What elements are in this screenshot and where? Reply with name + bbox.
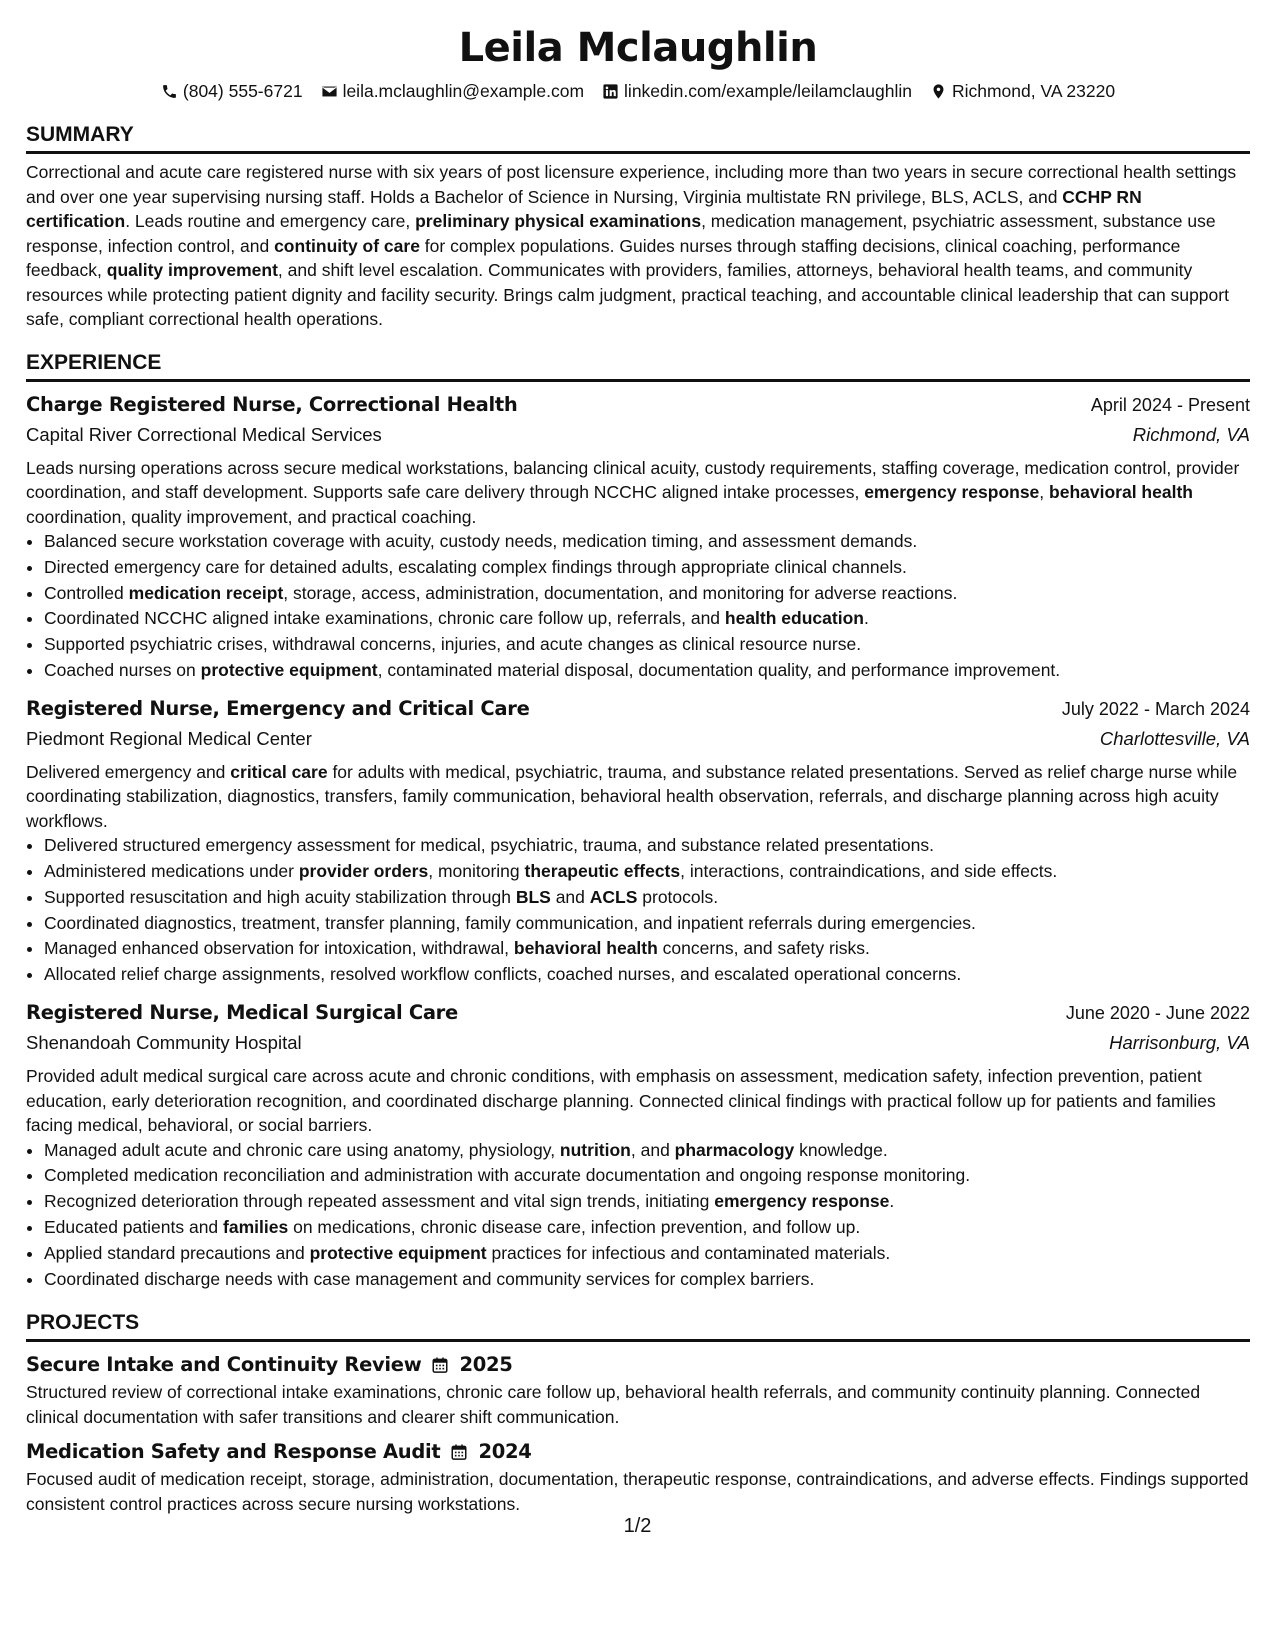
project-title: Secure Intake and Continuity Review xyxy=(26,1353,422,1377)
projects-section xyxy=(26,1310,1250,1516)
text-run: Controlled xyxy=(44,582,129,603)
text-run: Correctional and acute care registered nurse with six years of post licensure experience, including more than two years in secure correctional health settings and over one year supervising nursing staff. Holds a Bachelor of Science in Nursing, Virginia multistate RN privilege, BLS, ACLS, and xyxy=(26,162,1237,207)
text-run: Directed emergency care for detained adults, escalating complex findings through appropriate clinical channels. xyxy=(44,556,907,577)
bold-keyword: ACLS xyxy=(589,886,638,907)
text-run: Provided adult medical surgical care across acute and chronic conditions, with emphasis on assessment, medication safety, infection prevention, patient education, early deterioration recognition, and coordinated discharge planning. Connected clinical findings with practical follow up for patients and families facing medical, behavioral, or social barriers. xyxy=(26,1066,1216,1136)
text-run: Leads nursing operations across secure medical workstations, balancing clinical acuity, custody requirements, staffing coverage, medication control, provider coordination, and staff development. Supports safe care delivery through NCCHC aligned intake processes, xyxy=(26,457,1240,502)
job-description xyxy=(26,456,1250,530)
text-run: , monitoring xyxy=(428,861,525,882)
project-year: 2025 xyxy=(459,1353,513,1377)
bold-keyword: quality improvement xyxy=(106,260,278,280)
text-run: , and xyxy=(630,1139,675,1160)
job-description xyxy=(26,760,1250,834)
text-run: , interactions, contraindications, and side effects. xyxy=(680,861,1058,882)
job-bullets xyxy=(26,529,1250,684)
text-run: . Leads routine and emergency care, xyxy=(125,211,416,231)
bold-keyword: protective equipment xyxy=(309,1242,487,1263)
bold-keyword: nutrition xyxy=(559,1139,631,1160)
bold-keyword: preliminary physical examinations xyxy=(415,211,702,231)
company-name: Piedmont Regional Medical Center xyxy=(26,727,312,749)
contact-linkedin xyxy=(602,78,912,104)
project-year: 2024 xyxy=(478,1440,532,1464)
contact-bar xyxy=(26,78,1250,104)
project-title: Medication Safety and Response Audit xyxy=(26,1440,441,1464)
bold-keyword: medication receipt xyxy=(128,582,284,603)
text-run: Recognized deterioration through repeated assessment and vital sign trends, initiating xyxy=(44,1191,715,1212)
text-run: Managed enhanced observation for intoxication, withdrawal, xyxy=(44,938,514,959)
text-run: Completed medication reconciliation and administration with accurate documentation and ongoing response monitoring. xyxy=(44,1165,971,1186)
job-location: Richmond, VA xyxy=(1132,423,1250,445)
project-description: Structured review of correctional intake examinations, chronic care follow up, behavioral health referrals, and community continuity planning. Connected clinical documentation with safer transitions and clearer shift communication. xyxy=(26,1382,1201,1427)
page-number: 1/2 xyxy=(623,1515,652,1537)
job-bullets xyxy=(26,833,1250,988)
text-run: Coordinated discharge needs with case management and community services for complex barriers. xyxy=(44,1268,815,1289)
bold-keyword: pharmacology xyxy=(674,1139,795,1160)
envelope-icon xyxy=(321,83,338,100)
text-run: , and shift level escalation. Communicates with providers, families, attorneys, behavioral health teams, and community resources while protecting patient dignity and facility security. Brings calm judgment, practical teaching, and accountable clinical leadership that can support safe, compliant correctional health operations. xyxy=(26,260,1229,329)
job-title: Charge Registered Nurse, Correctional Health xyxy=(26,392,518,416)
bullet-item xyxy=(44,1163,1250,1189)
bold-keyword: critical care xyxy=(230,761,328,782)
text-run: practices for infectious and contaminated materials. xyxy=(486,1242,891,1263)
job-bullets xyxy=(26,1138,1250,1293)
company-name: Capital River Correctional Medical Services xyxy=(26,423,382,445)
text-run: . xyxy=(889,1191,895,1212)
job-entry xyxy=(26,998,1250,1292)
bullet-item xyxy=(44,606,1250,632)
text-run: Managed adult acute and chronic care using anatomy, physiology, xyxy=(44,1139,560,1160)
text-run: Educated patients and xyxy=(44,1216,224,1237)
bullet-item xyxy=(44,1189,1250,1215)
project-entry xyxy=(26,1350,1250,1429)
text-run: Delivered emergency and xyxy=(26,761,231,782)
text-run: Applied standard precautions and xyxy=(44,1242,310,1263)
bullet-item xyxy=(44,555,1250,581)
bullet-item xyxy=(44,885,1250,911)
contact-email xyxy=(321,78,584,104)
bold-keyword: emergency response xyxy=(864,482,1040,502)
bullet-item xyxy=(44,529,1250,555)
text-run: , medication management, psychiatric assessment, substance use response, infection control, and xyxy=(26,211,1216,256)
text-run: Coached nurses on xyxy=(44,659,201,680)
bullet-item xyxy=(44,962,1250,988)
bold-keyword: behavioral health xyxy=(1049,482,1193,502)
section-title-projects: PROJECTS xyxy=(26,1310,1250,1342)
text-run: Coordinated NCCHC aligned intake examinations, chronic care follow up, referrals, and xyxy=(44,608,725,629)
project-entry xyxy=(26,1437,1250,1516)
bullet-item xyxy=(44,581,1250,607)
linkedin-icon xyxy=(602,83,619,100)
contact-phone xyxy=(161,78,303,104)
text-run: for complex populations. Guides nurses through staffing decisions, clinical coaching, performance feedback, xyxy=(26,235,1181,280)
job-title: Registered Nurse, Medical Surgical Care xyxy=(26,1001,458,1025)
project-description: Focused audit of medication receipt, storage, administration, documentation, therapeutic response, contraindications, and adverse effects. Findings supported consistent control practices across secure nursing workstations. xyxy=(26,1469,1249,1514)
bullet-item xyxy=(44,632,1250,658)
bullet-item xyxy=(44,1215,1250,1241)
bullet-item xyxy=(44,1267,1250,1293)
job-location: Charlottesville, VA xyxy=(1099,727,1250,749)
contact-location xyxy=(930,78,1115,104)
bold-keyword: therapeutic effects xyxy=(524,861,681,882)
text-run: on medications, chronic disease care, infection prevention, and follow up. xyxy=(288,1216,861,1237)
bullet-item xyxy=(44,936,1250,962)
phone-icon xyxy=(161,83,178,100)
text-run: . xyxy=(863,608,869,629)
job-date: June 2020 - June 2022 xyxy=(1065,1003,1250,1024)
bullet-item xyxy=(44,911,1250,937)
text-run: for adults with medical, psychiatric, trauma, and substance related presentations. Served as relief charge nurse while coordinating stabilization, diagnostics, transfers, family communication, behavioral health observation, referrals, and discharge planning across high acuity workflows. xyxy=(26,761,1238,831)
bullet-item xyxy=(44,859,1250,885)
text-run: protocols. xyxy=(637,886,719,907)
linkedin-link[interactable]: linkedin.com/example/leilamclaughlin xyxy=(624,81,912,101)
text-run: Administered medications under xyxy=(44,861,299,882)
bold-keyword: provider orders xyxy=(298,861,429,882)
text-run: Balanced secure workstation coverage with acuity, custody needs, medication timing, and assessment demands. xyxy=(44,531,918,551)
text-run: , xyxy=(1039,482,1050,502)
calendar-icon xyxy=(431,1356,449,1374)
experience-section xyxy=(26,350,1250,1293)
bold-keyword: families xyxy=(223,1216,289,1237)
text-run: and xyxy=(550,886,590,907)
bold-keyword: continuity of care xyxy=(274,235,420,256)
bullet-item xyxy=(44,1241,1250,1267)
text-run: coordination, quality improvement, and practical coaching. xyxy=(26,506,477,527)
job-entry xyxy=(26,390,1250,684)
resume-page xyxy=(26,22,1250,1516)
bold-keyword: BLS xyxy=(515,886,551,907)
text-run: , contaminated material disposal, documentation quality, and performance improvement. xyxy=(377,659,1061,680)
text-run: concerns, and safety risks. xyxy=(657,938,870,959)
bullet-item xyxy=(44,1138,1250,1164)
candidate-name: Leila Mclaughlin xyxy=(458,25,818,71)
bold-keyword: CCHP RN certification xyxy=(26,186,1142,231)
section-title-experience: EXPERIENCE xyxy=(26,350,1250,382)
text-run: Supported resuscitation and high acuity stabilization through xyxy=(44,886,516,907)
text-run: Allocated relief charge assignments, resolved workflow conflicts, coached nurses, and escalated operational concerns. xyxy=(44,964,962,985)
text-run: Delivered structured emergency assessment for medical, psychiatric, trauma, and substance related presentations. xyxy=(44,835,935,856)
map-pin-icon xyxy=(930,83,947,100)
job-location: Harrisonburg, VA xyxy=(1109,1032,1250,1054)
company-name: Shenandoah Community Hospital xyxy=(26,1032,302,1054)
bullet-item xyxy=(44,833,1250,859)
bold-keyword: emergency response xyxy=(714,1191,890,1212)
bullet-item xyxy=(44,658,1250,684)
text-run: , storage, access, administration, documentation, and monitoring for adverse reactions. xyxy=(283,582,958,603)
job-entry xyxy=(26,694,1250,988)
text-run: Coordinated diagnostics, treatment, transfer planning, family communication, and inpatient referrals during emergencies. xyxy=(44,912,976,933)
summary-text xyxy=(26,160,1250,332)
text-run: Supported psychiatric crises, withdrawal concerns, injuries, and acute changes as clinical resource nurse. xyxy=(44,634,862,655)
phone-number[interactable]: (804) 555-6721 xyxy=(182,81,303,101)
job-date: July 2022 - March 2024 xyxy=(1061,698,1250,719)
job-date: April 2024 - Present xyxy=(1090,394,1250,415)
bold-keyword: health education xyxy=(724,608,864,629)
email-link[interactable]: leila.mclaughlin@example.com xyxy=(342,81,585,101)
bold-keyword: protective equipment xyxy=(200,659,378,680)
location-text: Richmond, VA 23220 xyxy=(951,81,1116,101)
bold-keyword: behavioral health xyxy=(513,938,658,959)
summary-section xyxy=(26,122,1250,332)
section-title-summary: SUMMARY xyxy=(26,122,1250,154)
job-description xyxy=(26,1064,1250,1138)
job-title: Registered Nurse, Emergency and Critical Care xyxy=(26,696,530,720)
text-run: knowledge. xyxy=(794,1139,888,1160)
calendar-icon xyxy=(450,1443,468,1461)
